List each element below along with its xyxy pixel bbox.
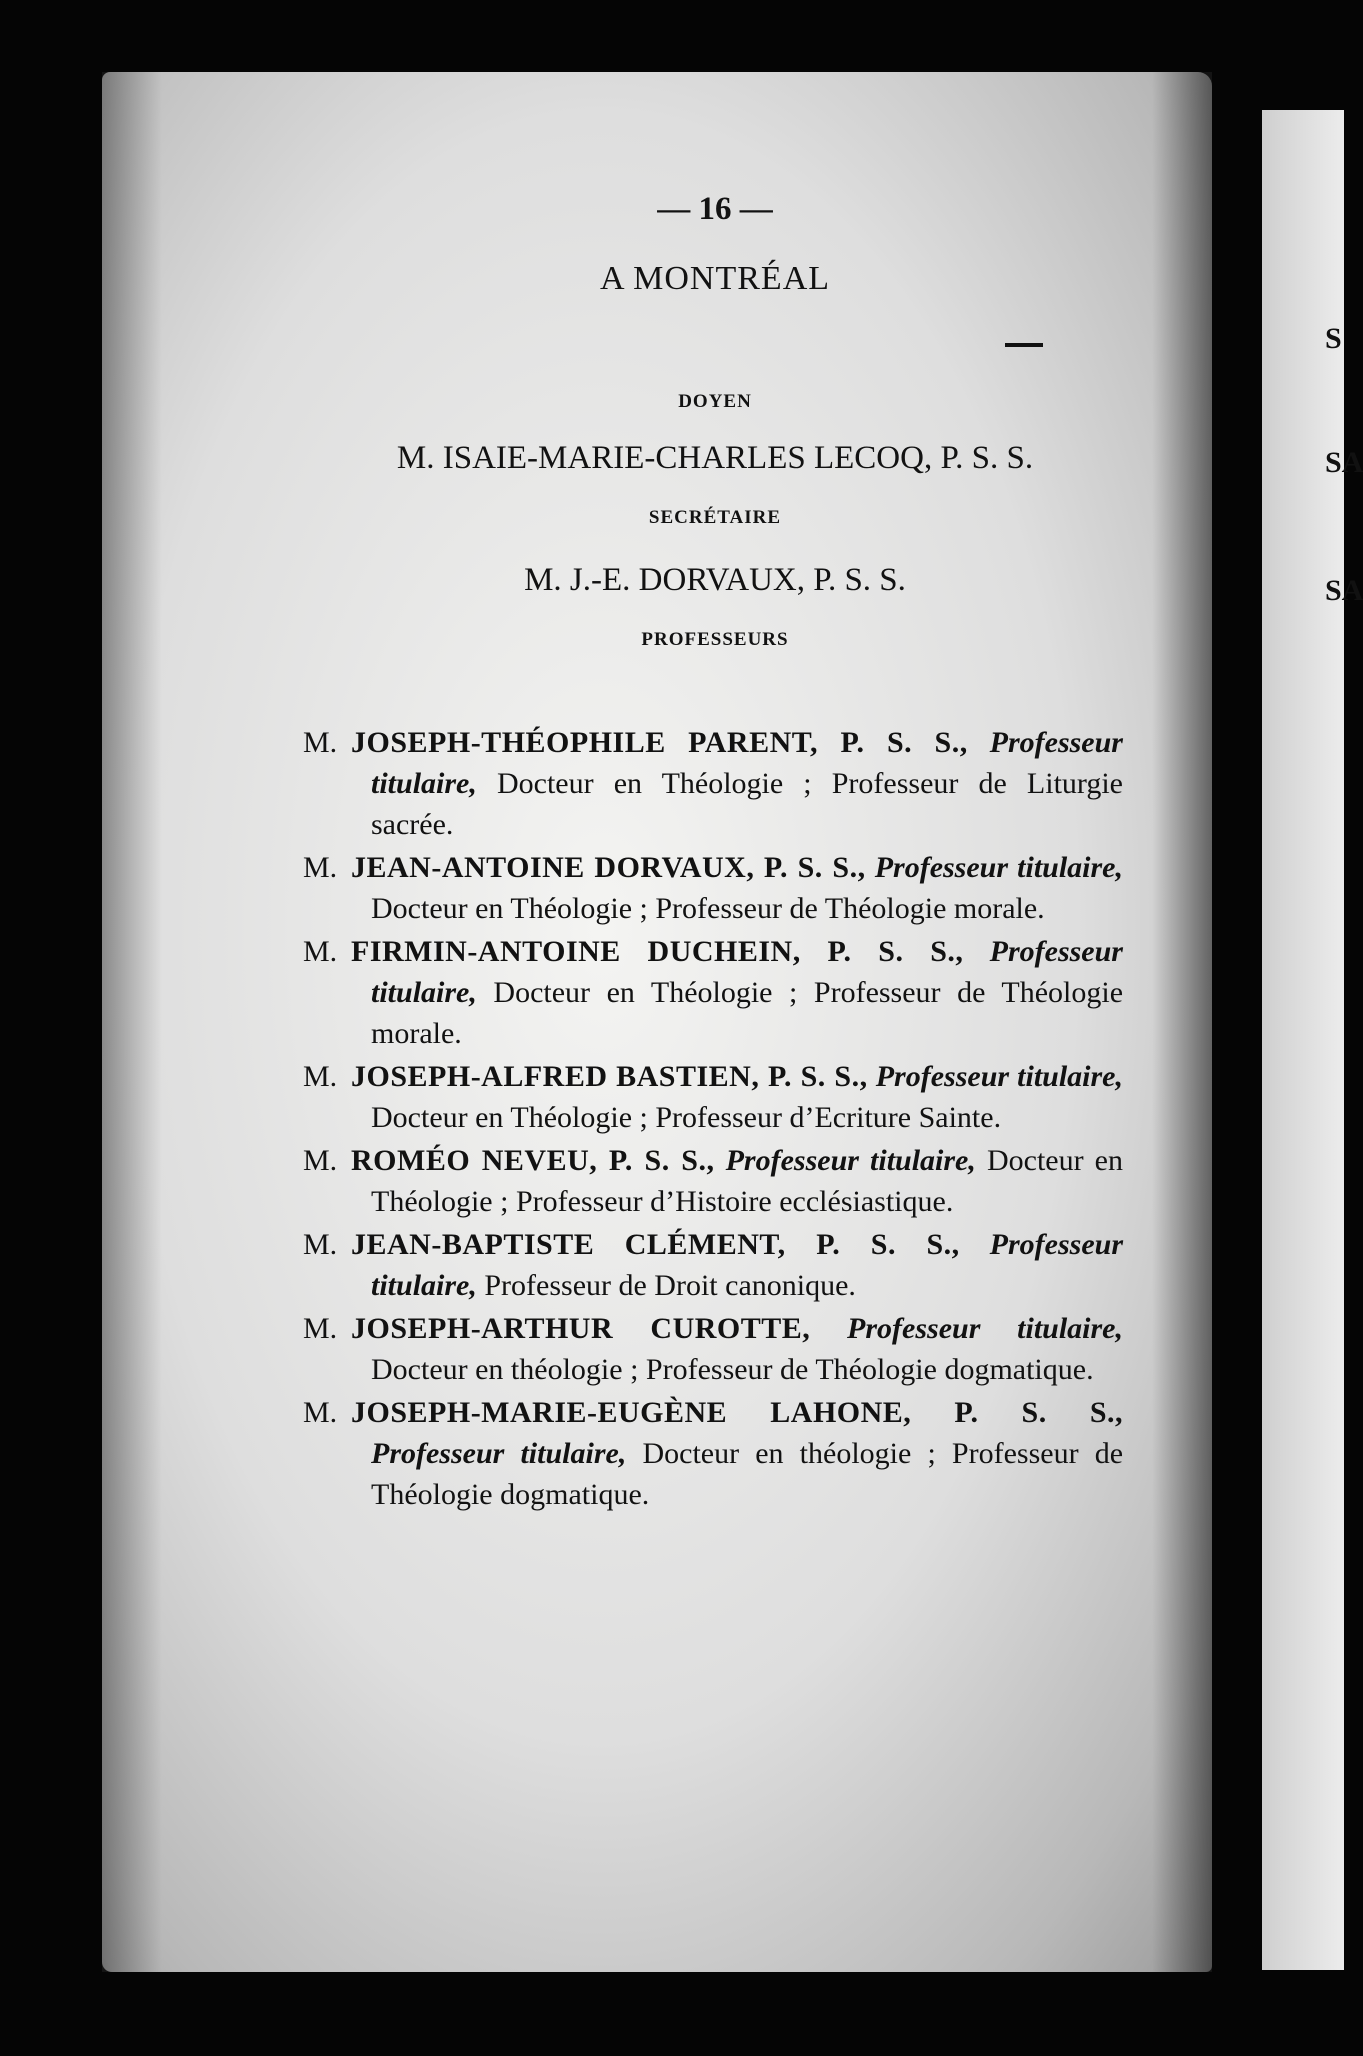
professor-name: JOSEPH-THÉOPHILE PARENT, P. S. S.,	[351, 726, 968, 759]
list-item	[303, 1308, 1123, 1390]
entry-prefix: M.	[303, 1060, 338, 1093]
list-item	[303, 931, 1123, 1054]
professor-name: JOSEPH-MARIE-EUGÈNE LAHONE, P. S. S.,	[351, 1396, 1123, 1429]
professor-title: Professeur titulaire,	[371, 1437, 627, 1470]
entry-prefix: M.	[303, 935, 338, 968]
professor-name: JOSEPH-ARTHUR CUROTTE,	[351, 1312, 811, 1345]
professor-title: Professeur titulaire,	[371, 726, 1123, 800]
page-gutter-shadow	[102, 72, 162, 1972]
entry-prefix: M.	[303, 851, 338, 884]
list-item	[303, 1392, 1123, 1515]
professor-details: Docteur en théologie ; Professeur de Théologie dogmatique.	[371, 1353, 1094, 1386]
entry-prefix: M.	[303, 1396, 338, 1429]
adjacent-page-letter: SA	[1325, 446, 1363, 479]
professor-list	[303, 722, 1123, 1517]
professor-name: FIRMIN-ANTOINE DUCHEIN, P. S. S.,	[351, 935, 964, 968]
professor-details: Professeur de Droit canonique.	[484, 1269, 856, 1302]
professor-details: Docteur en Théologie ; Professeur d’Histoire ecclésiastique.	[371, 1144, 1123, 1218]
professor-details: Docteur en théologie ; Professeur de Théologie dogmatique.	[371, 1437, 1124, 1511]
list-item	[303, 1140, 1123, 1222]
professor-title: Professeur titulaire,	[371, 1228, 1124, 1302]
adjacent-page-edge	[1262, 110, 1344, 1970]
professor-name: JOSEPH-ALFRED BASTIEN, P. S. S.,	[351, 1060, 868, 1093]
professeurs-label: PROFESSEURS	[641, 629, 789, 650]
professor-title: Professeur titulaire,	[371, 935, 1123, 1009]
page-number: — 16 —	[657, 191, 773, 227]
list-item	[303, 1056, 1123, 1138]
professor-title: Professeur titulaire,	[725, 1144, 976, 1177]
adjacent-page-letter: SA	[1325, 574, 1363, 607]
location-heading: A MONTRÉAL	[599, 260, 831, 297]
professor-title: Professeur titulaire,	[874, 851, 1123, 884]
professor-name: JEAN-ANTOINE DORVAUX, P. S. S.,	[351, 851, 866, 884]
page-header-block	[300, 186, 1130, 653]
secretaire-name: M. J.-E. DORVAUX, P. S. S.	[524, 562, 906, 598]
professor-title: Professeur titulaire,	[875, 1060, 1124, 1093]
entry-prefix: M.	[303, 726, 338, 759]
professor-name: ROMÉO NEVEU, P. S. S.,	[351, 1144, 715, 1177]
professor-details: Docteur en Théologie ; Professeur d’Ecriture Sainte.	[371, 1101, 1002, 1134]
adjacent-page-letter: S	[1325, 322, 1342, 355]
professor-name: JEAN-BAPTISTE CLÉMENT, P. S. S.,	[351, 1228, 960, 1261]
page-edge-shadow	[1152, 72, 1212, 1972]
list-item	[303, 722, 1123, 845]
entry-prefix: M.	[303, 1312, 338, 1345]
doyen-name: M. ISAIE-MARIE-CHARLES LECOQ, P. S. S.	[396, 440, 1034, 476]
entry-prefix: M.	[303, 1228, 338, 1261]
professor-details: Docteur en Théologie ; Professeur de Théologie morale.	[371, 892, 1045, 925]
secretaire-label: SECRÉTAIRE	[648, 507, 782, 528]
professor-title: Professeur titulaire,	[847, 1312, 1123, 1345]
professor-details: Docteur en Théologie ; Professeur de Liturgie sacrée.	[371, 767, 1123, 841]
doyen-label: DOYEN	[678, 391, 752, 412]
entry-prefix: M.	[303, 1144, 338, 1177]
professor-details: Docteur en Théologie ; Professeur de Théologie morale.	[371, 976, 1124, 1050]
heading-divider	[1005, 343, 1043, 347]
list-item	[303, 1224, 1123, 1306]
list-item	[303, 847, 1123, 929]
